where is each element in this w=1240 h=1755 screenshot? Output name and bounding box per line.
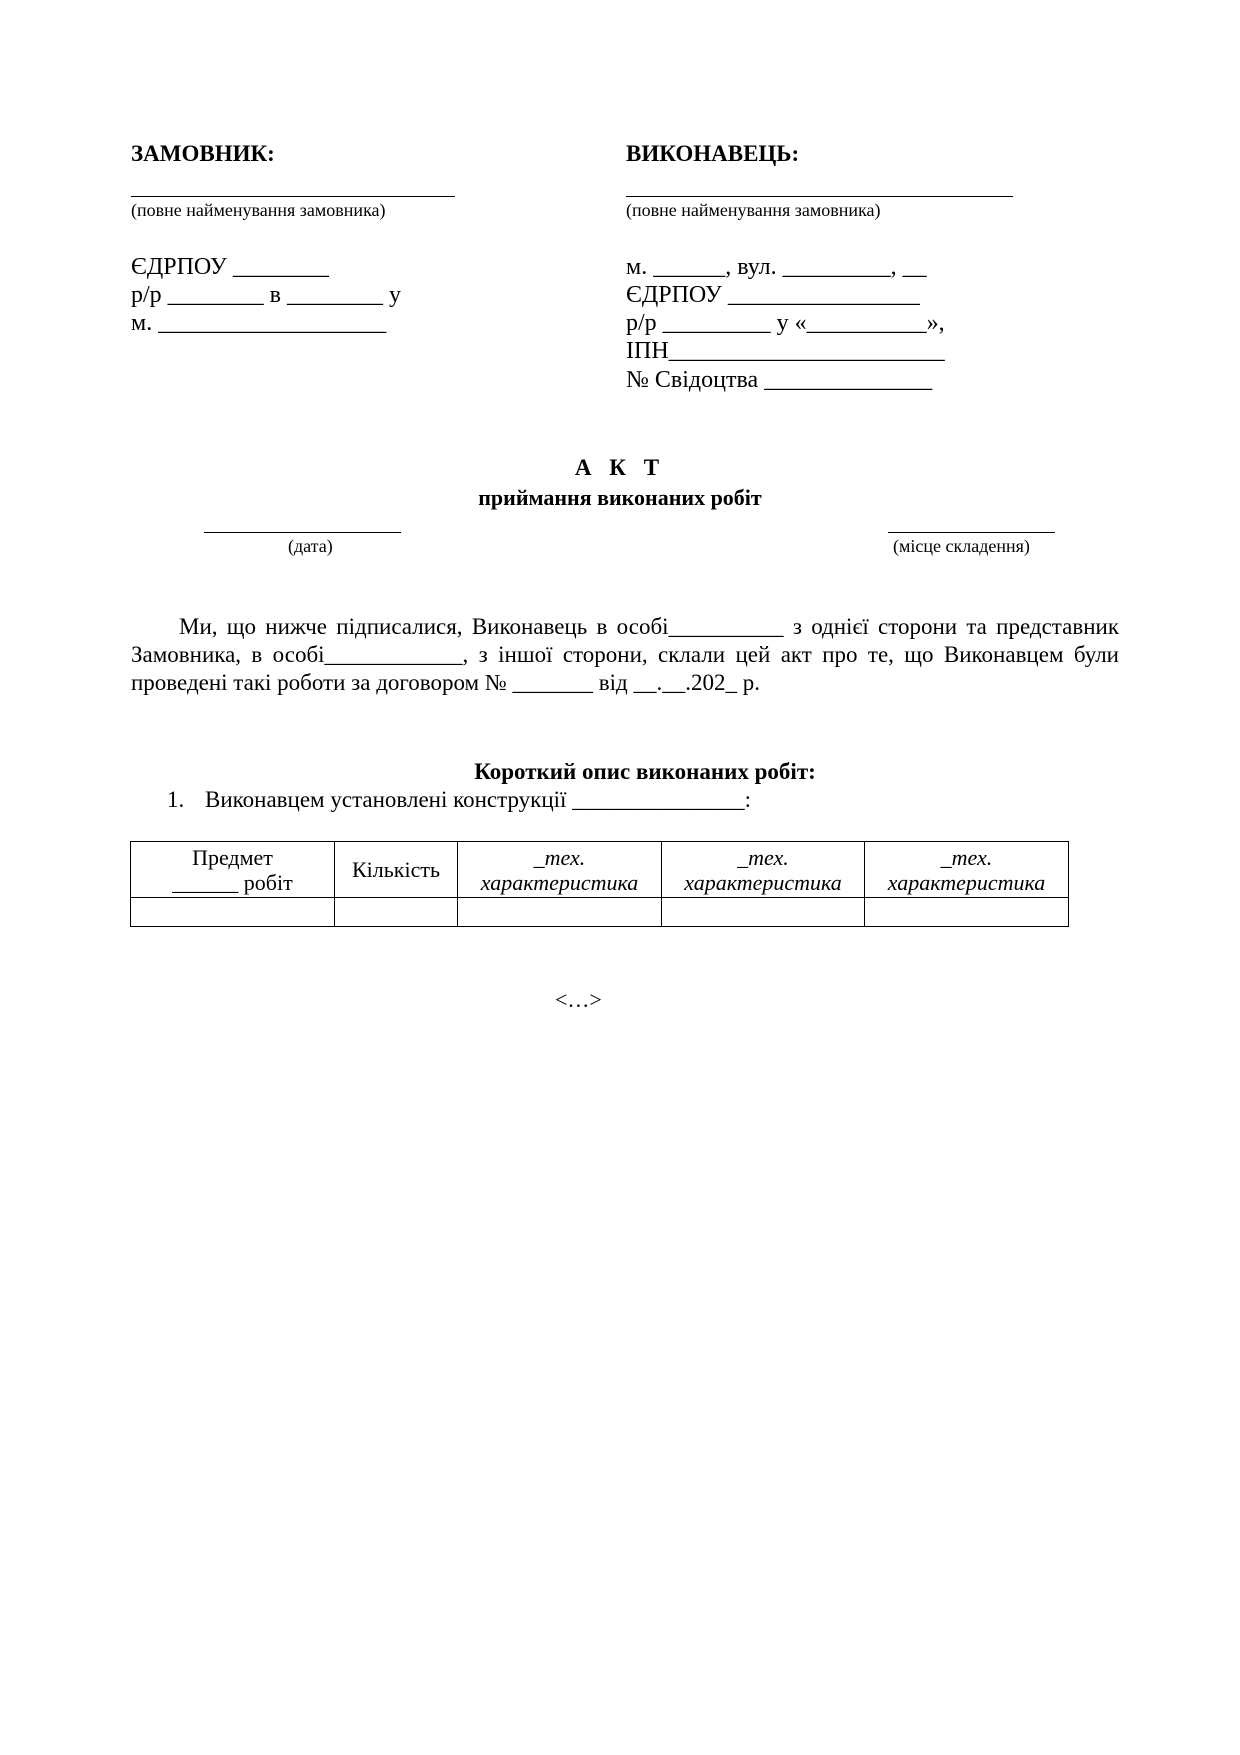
- place-line: [888, 532, 1055, 533]
- table-cell: [865, 898, 1069, 927]
- header-spec-2: [662, 842, 865, 898]
- act-subtitle: приймання виконаних робіт: [478, 485, 762, 510]
- omission-marker: <…>: [555, 987, 602, 1012]
- header-quantity-label: Кількість: [351, 857, 440, 882]
- header-spec-3-line1: _тех.: [940, 844, 993, 870]
- place-caption: (місце складення): [893, 536, 1030, 556]
- header-spec-1-line2: характеристика: [480, 869, 639, 895]
- works-item-text: Виконавцем установлені конструкції _______________:: [205, 787, 752, 812]
- contractor-ipn: ІПН_______________________: [626, 338, 945, 364]
- header-spec-2-line1: _тех.: [737, 844, 789, 870]
- header-subject-line1: Предмет: [192, 844, 273, 870]
- contractor-title: ВИКОНАВЕЦЬ:: [626, 141, 800, 166]
- date-caption: (дата): [288, 536, 333, 556]
- customer-name-caption: (повне найменування замовника): [131, 200, 386, 220]
- contractor-edrpou: ЄДРПОУ ________________: [626, 282, 920, 308]
- header-spec-3: [865, 842, 1069, 898]
- act-title: А К Т: [574, 455, 666, 480]
- date-line: [204, 532, 401, 533]
- table-cell: [458, 898, 662, 927]
- contractor-certificate: № Свідоцтва ______________: [626, 367, 933, 393]
- customer-city: м. ___________________: [131, 310, 387, 336]
- contractor-name-line: [626, 196, 1013, 197]
- contractor-name-caption: (повне найменування замовника): [626, 200, 881, 220]
- header-quantity: [335, 842, 458, 898]
- customer-title: ЗАМОВНИК:: [131, 141, 275, 166]
- header-subject-line2: ______ робіт: [172, 869, 293, 895]
- customer-edrpou: ЄДРПОУ ________: [131, 254, 329, 280]
- header-spec-2-line2: характеристика: [684, 869, 842, 895]
- works-table: [130, 841, 1069, 927]
- table-row: [131, 898, 1069, 927]
- customer-account: р/р ________ в ________ у: [131, 282, 401, 308]
- table-cell: [335, 898, 458, 927]
- table-header-row: [131, 842, 1069, 898]
- act-body-text: Ми, що нижче підписалися, Виконавець в особі__________ з однієї сторони та представник Замовника, в особі____________, з іншої сторони, склали цей акт про те, що Виконавцем були проведені такі роботи за договором № _______ від __.__.202_ р.: [131, 614, 1119, 695]
- table-cell: [131, 898, 335, 927]
- works-item-number: 1.: [167, 787, 185, 812]
- contractor-address: м. ______, вул. _________, __: [626, 254, 927, 280]
- header-subject: [131, 842, 335, 898]
- header-spec-3-line2: характеристика: [887, 869, 1046, 895]
- table-cell: [662, 898, 865, 927]
- customer-name-line: [131, 196, 455, 197]
- contractor-account: р/р _________ у «__________»,: [626, 310, 945, 336]
- header-spec-1: [458, 842, 662, 898]
- header-spec-1-line1: _тех.: [533, 844, 586, 870]
- works-title: Короткий опис виконаних робіт:: [474, 759, 816, 784]
